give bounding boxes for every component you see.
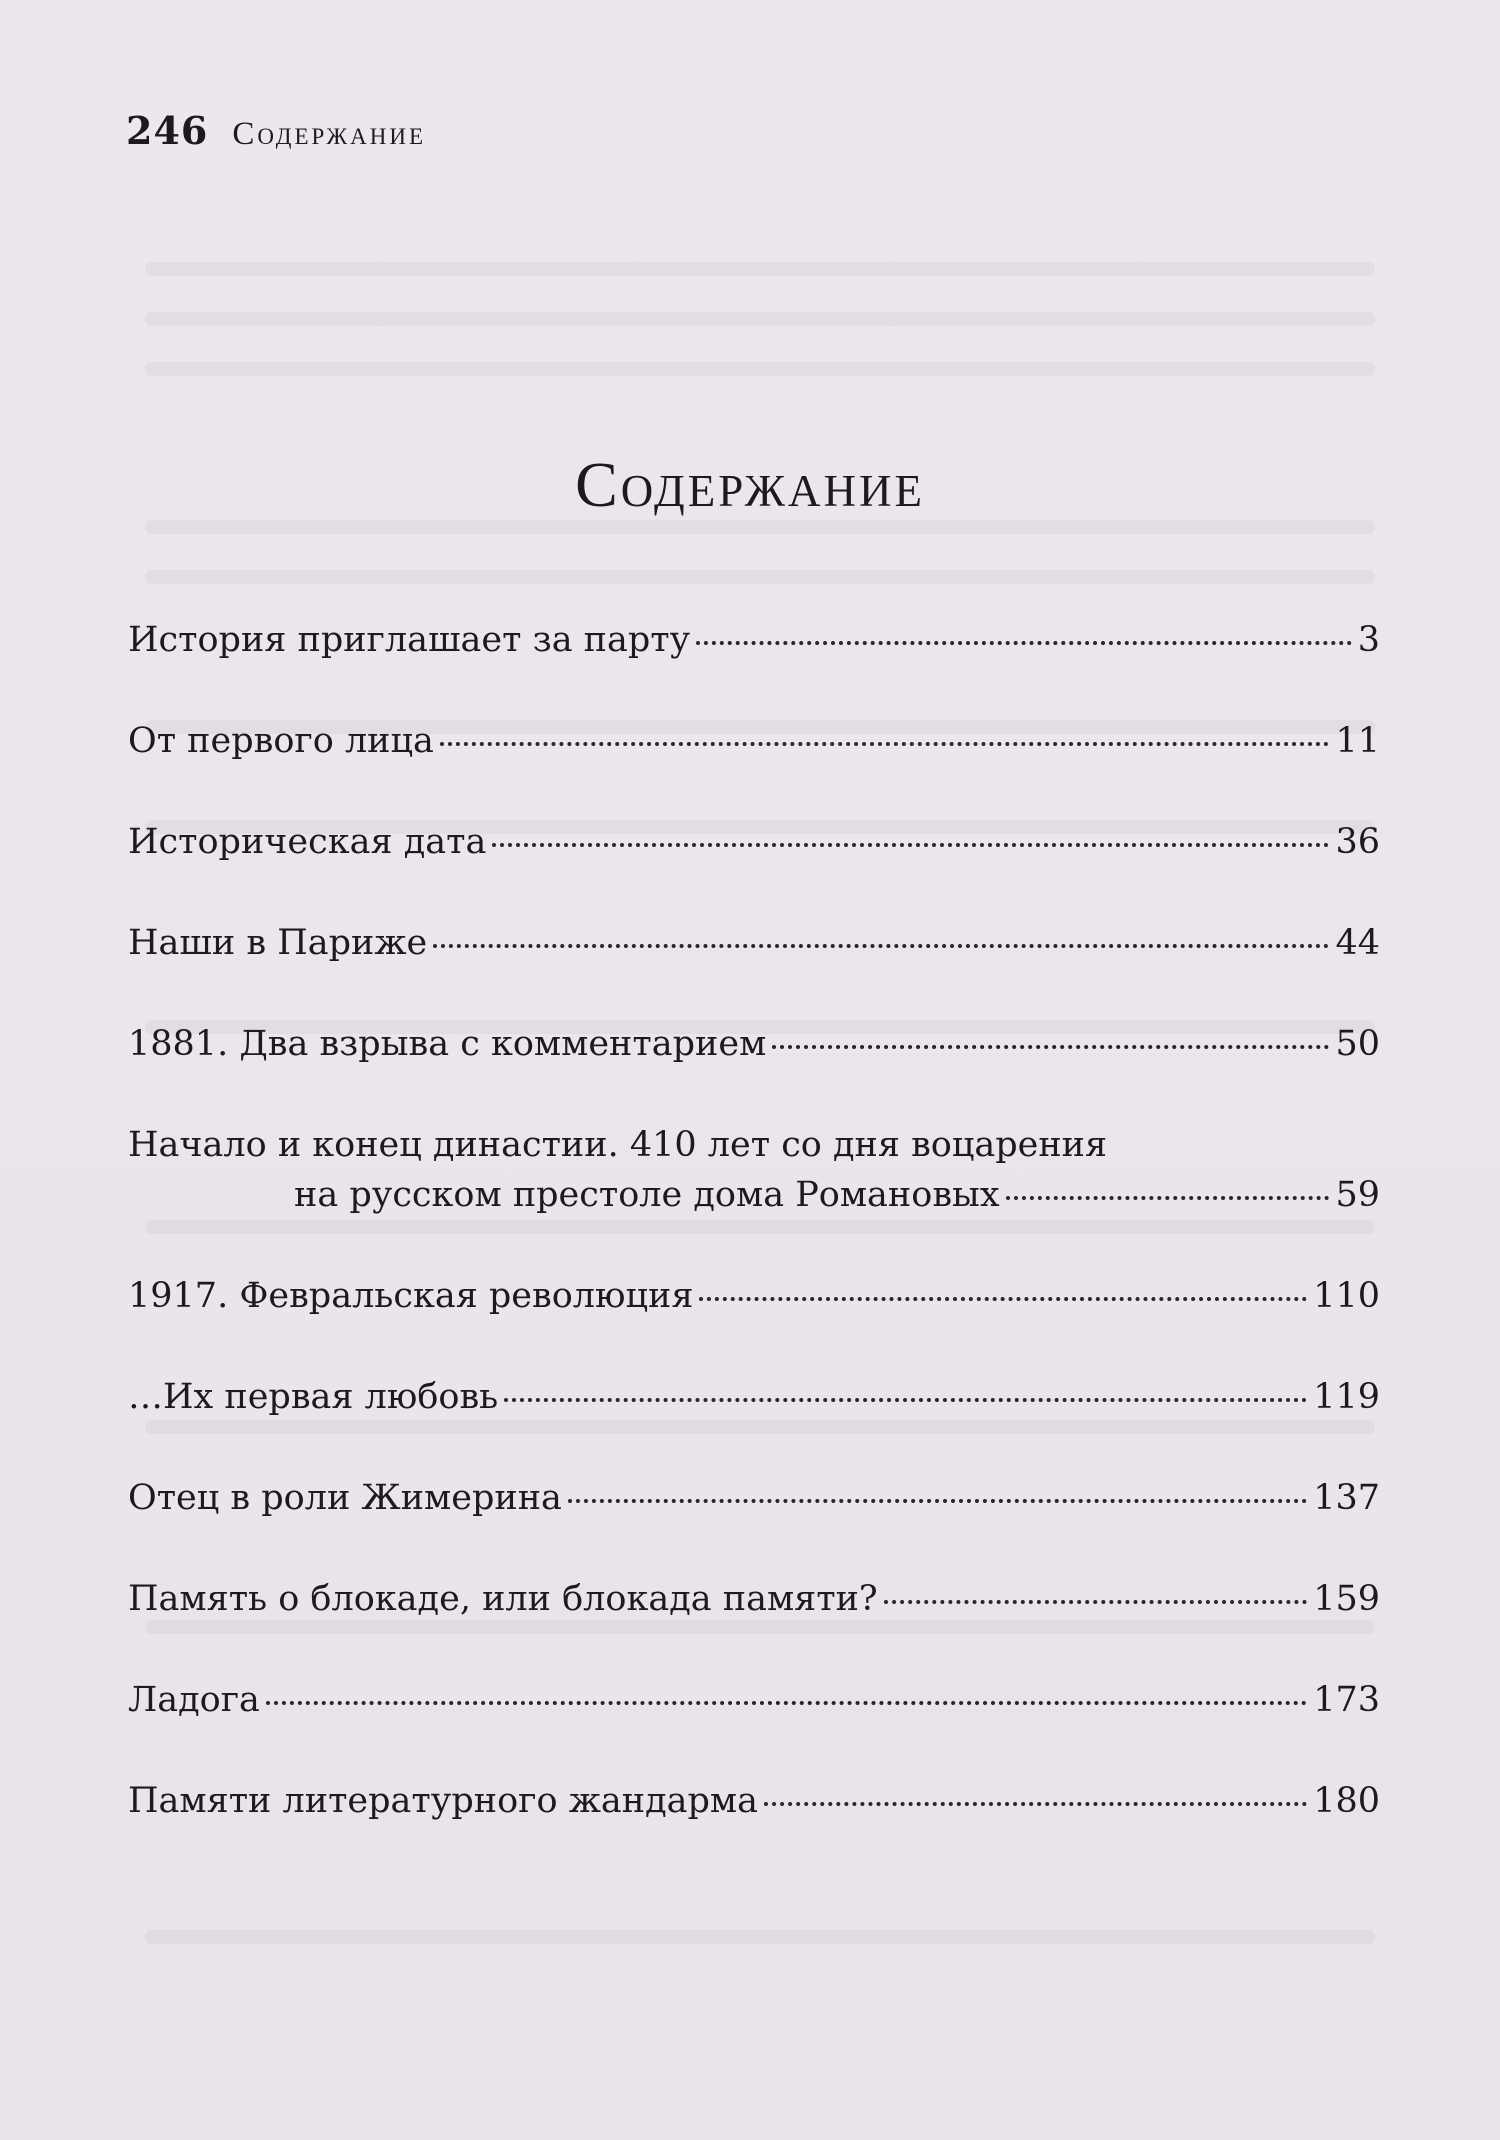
toc-entry (128, 817, 1380, 867)
page-number: 246 (126, 108, 209, 153)
toc-entry-page: 50 (1335, 1024, 1380, 1064)
toc-entry-page: 110 (1313, 1276, 1380, 1316)
toc-entry-page: 119 (1313, 1377, 1380, 1417)
table-of-contents (128, 615, 1380, 1877)
toc-entry-page: 173 (1313, 1680, 1380, 1720)
leader-dots (696, 641, 1351, 645)
toc-entry-page: 11 (1335, 721, 1380, 761)
toc-entry-page: 137 (1313, 1478, 1380, 1518)
toc-entry-title: Наши в Париже (128, 923, 428, 963)
toc-entry-line (128, 1574, 1380, 1624)
toc-entry-title: 1881. Два взрыва с комментарием (128, 1024, 767, 1064)
leader-dots (492, 843, 1329, 847)
show-through-line (145, 262, 1375, 276)
show-through-line (145, 362, 1375, 376)
leader-dots (568, 1499, 1307, 1503)
toc-entry (128, 1372, 1380, 1422)
toc-entry-title: …Их первая любовь (128, 1377, 499, 1417)
toc-entry (128, 716, 1380, 766)
leader-dots (884, 1600, 1307, 1604)
running-title: Содержание (232, 116, 427, 152)
toc-entry-line (128, 1776, 1380, 1826)
toc-entry-line (128, 1675, 1380, 1725)
toc-entry-line (128, 716, 1380, 766)
toc-entry-line (128, 817, 1380, 867)
toc-entry-line (128, 918, 1380, 968)
toc-entry-page: 180 (1313, 1781, 1380, 1821)
running-head (126, 108, 426, 158)
leader-dots (440, 742, 1330, 746)
toc-entry-line (128, 1120, 1380, 1170)
leader-dots (772, 1045, 1329, 1049)
toc-entry (128, 1271, 1380, 1321)
toc-entry (128, 1675, 1380, 1725)
show-through-line (145, 312, 1375, 326)
toc-entry-line (128, 1019, 1380, 1069)
leader-dots (504, 1398, 1307, 1402)
toc-entry (128, 1574, 1380, 1624)
toc-entry (128, 1120, 1380, 1220)
toc-entry-title: Начало и конец династии. 410 лет со дня воцарения (128, 1125, 1108, 1165)
toc-entry (128, 1776, 1380, 1826)
toc-entry-page: 3 (1357, 620, 1380, 660)
toc-entry-page: 36 (1335, 822, 1380, 862)
toc-entry (128, 918, 1380, 968)
toc-entry-page: 44 (1335, 923, 1380, 963)
leader-dots (266, 1701, 1307, 1705)
show-through-line (145, 570, 1375, 584)
toc-entry-title: Памяти литературного жандарма (128, 1781, 759, 1821)
toc-entry-line (128, 1372, 1380, 1422)
toc-entry-title: Отец в роли Жимерина (128, 1478, 562, 1518)
leader-dots (433, 944, 1329, 948)
toc-entry-title: Историческая дата (128, 822, 487, 862)
toc-entry-page: 159 (1313, 1579, 1380, 1619)
toc-entry-title: От первого лица (128, 721, 434, 761)
toc-entry-title: на русском престоле дома Романовых (294, 1175, 1000, 1215)
toc-entry (128, 1019, 1380, 1069)
toc-entry-title: 1917. Февральская революция (128, 1276, 694, 1316)
show-through-line (145, 520, 1375, 534)
toc-entry-page: 59 (1335, 1175, 1380, 1215)
toc-entry (128, 1473, 1380, 1523)
toc-entry-title: Память о блокаде, или блокада памяти? (128, 1579, 878, 1619)
leader-dots (1006, 1196, 1330, 1200)
toc-heading: Содержание (575, 448, 925, 520)
show-through-line (145, 1930, 1375, 1944)
toc-entry (128, 615, 1380, 665)
toc-entry-line (128, 615, 1380, 665)
toc-entry-line (128, 1170, 1380, 1220)
leader-dots (699, 1297, 1307, 1301)
toc-entry-line (128, 1271, 1380, 1321)
toc-entry-title: Ладога (128, 1680, 260, 1720)
toc-entry-title: История приглашает за парту (128, 620, 691, 660)
toc-entry-line (128, 1473, 1380, 1523)
leader-dots (764, 1802, 1307, 1806)
